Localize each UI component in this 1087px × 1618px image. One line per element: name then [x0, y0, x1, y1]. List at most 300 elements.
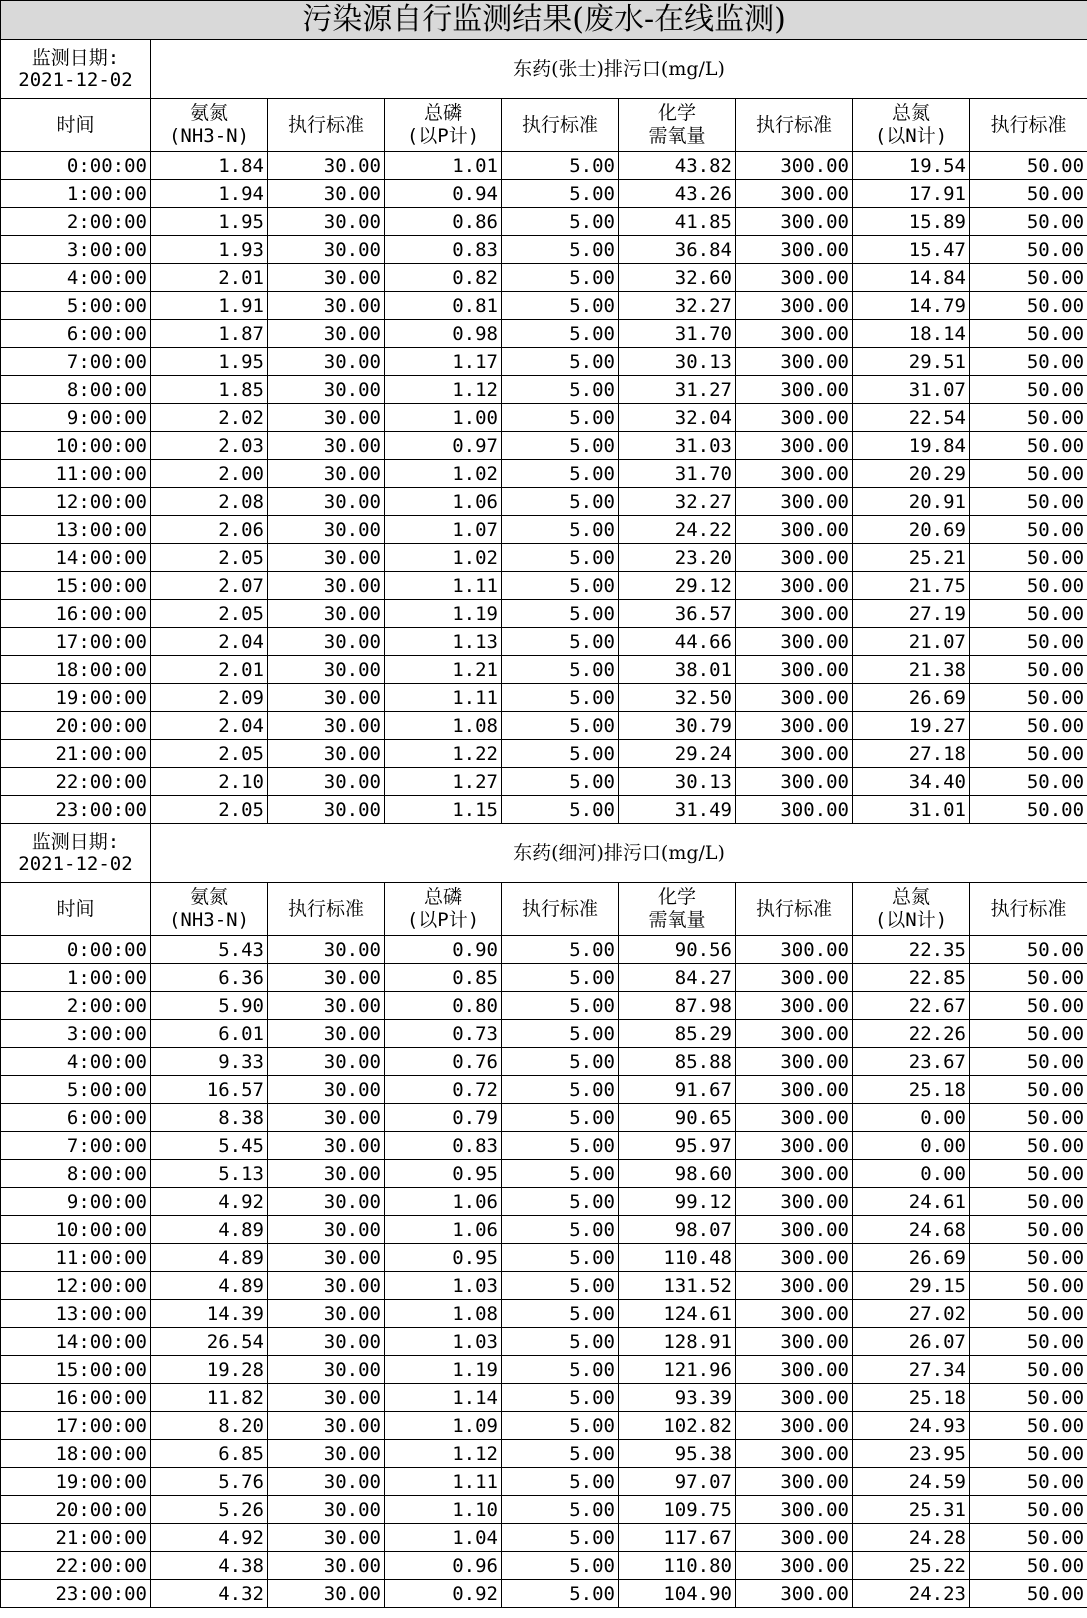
cell-tn-std: 50.00 — [970, 1076, 1087, 1104]
table-row — [1, 1468, 1087, 1496]
cell-time: 10:00:00 — [1, 1216, 151, 1244]
cell-tn-std: 50.00 — [970, 1216, 1087, 1244]
cell-nh3: 9.33 — [151, 1048, 268, 1076]
cell-tp: 0.85 — [385, 964, 502, 992]
cell-tp: 1.11 — [385, 684, 502, 712]
cell-nh3-std: 30.00 — [268, 964, 385, 992]
cell-tp: 1.01 — [385, 152, 502, 180]
cell-time: 12:00:00 — [1, 488, 151, 516]
cell-cod: 91.67 — [619, 1076, 736, 1104]
cell-nh3: 5.90 — [151, 992, 268, 1020]
cell-tp: 1.00 — [385, 404, 502, 432]
cell-cod-std: 300.00 — [736, 348, 853, 376]
cell-cod: 128.91 — [619, 1328, 736, 1356]
cell-tp-std: 5.00 — [502, 348, 619, 376]
cell-tn: 25.22 — [853, 1552, 970, 1580]
header-tp-line1: 总磷 — [423, 102, 462, 124]
table-row — [1, 488, 1087, 516]
cell-tn-std: 50.00 — [970, 376, 1087, 404]
cell-nh3-std: 30.00 — [268, 348, 385, 376]
cell-tp: 1.07 — [385, 516, 502, 544]
cell-tp-std: 5.00 — [502, 740, 619, 768]
cell-tp-std: 5.00 — [502, 796, 619, 824]
table-row — [1, 376, 1087, 404]
cell-tn-std: 50.00 — [970, 572, 1087, 600]
cell-nh3: 5.13 — [151, 1160, 268, 1188]
cell-nh3: 2.10 — [151, 768, 268, 796]
cell-nh3-std: 30.00 — [268, 404, 385, 432]
cell-tn: 22.35 — [853, 936, 970, 964]
cell-tp: 1.10 — [385, 1496, 502, 1524]
cell-cod-std: 300.00 — [736, 264, 853, 292]
table-row — [1, 740, 1087, 768]
table-body — [1, 1, 1087, 1608]
cell-tn: 22.26 — [853, 1020, 970, 1048]
header-tp — [385, 99, 502, 152]
header-tn-standard: 执行标准 — [970, 883, 1087, 936]
table-row — [1, 1300, 1087, 1328]
cell-tn-std: 50.00 — [970, 1524, 1087, 1552]
cell-cod: 36.57 — [619, 600, 736, 628]
cell-nh3-std: 30.00 — [268, 656, 385, 684]
table-row — [1, 1188, 1087, 1216]
cell-time: 6:00:00 — [1, 1104, 151, 1132]
table-row — [1, 1048, 1087, 1076]
cell-cod-std: 300.00 — [736, 1104, 853, 1132]
table-row — [1, 404, 1087, 432]
cell-tn: 23.95 — [853, 1440, 970, 1468]
header-tp-line2: (以P计) — [406, 909, 480, 931]
cell-nh3: 26.54 — [151, 1328, 268, 1356]
cell-tp: 1.12 — [385, 1440, 502, 1468]
cell-tn-std: 50.00 — [970, 1440, 1087, 1468]
table-row — [1, 1132, 1087, 1160]
cell-cod: 29.24 — [619, 740, 736, 768]
cell-tp-std: 5.00 — [502, 292, 619, 320]
cell-tn-std: 50.00 — [970, 1468, 1087, 1496]
cell-tp-std: 5.00 — [502, 1552, 619, 1580]
cell-tp-std: 5.00 — [502, 320, 619, 348]
cell-cod: 95.97 — [619, 1132, 736, 1160]
cell-tn: 0.00 — [853, 1104, 970, 1132]
cell-nh3: 2.06 — [151, 516, 268, 544]
cell-nh3: 2.04 — [151, 628, 268, 656]
header-tn-standard: 执行标准 — [970, 99, 1087, 152]
table-row — [1, 1496, 1087, 1524]
cell-nh3-std: 30.00 — [268, 740, 385, 768]
cell-nh3-std: 30.00 — [268, 936, 385, 964]
cell-nh3-std: 30.00 — [268, 516, 385, 544]
cell-nh3-std: 30.00 — [268, 1552, 385, 1580]
cell-time: 6:00:00 — [1, 320, 151, 348]
cell-tp-std: 5.00 — [502, 1132, 619, 1160]
cell-tp-std: 5.00 — [502, 936, 619, 964]
cell-cod-std: 300.00 — [736, 1244, 853, 1272]
cell-tp-std: 5.00 — [502, 600, 619, 628]
cell-tn: 22.67 — [853, 992, 970, 1020]
cell-nh3: 1.85 — [151, 376, 268, 404]
cell-cod-std: 300.00 — [736, 1496, 853, 1524]
title-row — [1, 1, 1087, 40]
cell-time: 3:00:00 — [1, 236, 151, 264]
cell-tp: 0.86 — [385, 208, 502, 236]
cell-time: 3:00:00 — [1, 1020, 151, 1048]
cell-cod: 87.98 — [619, 992, 736, 1020]
cell-cod-std: 300.00 — [736, 488, 853, 516]
cell-cod-std: 300.00 — [736, 516, 853, 544]
cell-cod: 44.66 — [619, 628, 736, 656]
cell-tn-std: 50.00 — [970, 488, 1087, 516]
cell-tn-std: 50.00 — [970, 432, 1087, 460]
cell-tp-std: 5.00 — [502, 768, 619, 796]
column-header-row — [1, 883, 1087, 936]
cell-nh3: 6.01 — [151, 1020, 268, 1048]
section-header-row — [1, 824, 1087, 883]
cell-nh3-std: 30.00 — [268, 600, 385, 628]
table-row — [1, 656, 1087, 684]
cell-tp: 0.83 — [385, 1132, 502, 1160]
cell-cod: 109.75 — [619, 1496, 736, 1524]
table-row — [1, 544, 1087, 572]
cell-nh3: 2.07 — [151, 572, 268, 600]
header-tn-line1: 总氮 — [891, 102, 930, 124]
cell-nh3-std: 30.00 — [268, 1160, 385, 1188]
cell-cod-std: 300.00 — [736, 964, 853, 992]
cell-tp: 1.27 — [385, 768, 502, 796]
cell-time: 14:00:00 — [1, 1328, 151, 1356]
cell-nh3: 19.28 — [151, 1356, 268, 1384]
cell-tp: 1.19 — [385, 600, 502, 628]
cell-tp: 0.95 — [385, 1160, 502, 1188]
cell-tp: 1.12 — [385, 376, 502, 404]
cell-tp-std: 5.00 — [502, 516, 619, 544]
cell-time: 14:00:00 — [1, 544, 151, 572]
cell-cod: 30.13 — [619, 768, 736, 796]
cell-tp-std: 5.00 — [502, 432, 619, 460]
cell-nh3-std: 30.00 — [268, 1048, 385, 1076]
cell-cod-std: 300.00 — [736, 208, 853, 236]
cell-cod-std: 300.00 — [736, 404, 853, 432]
cell-cod-std: 300.00 — [736, 1468, 853, 1496]
cell-cod-std: 300.00 — [736, 684, 853, 712]
table-row — [1, 292, 1087, 320]
cell-tp: 1.04 — [385, 1524, 502, 1552]
cell-tn-std: 50.00 — [970, 1048, 1087, 1076]
cell-tn: 15.89 — [853, 208, 970, 236]
cell-cod-std: 300.00 — [736, 1328, 853, 1356]
cell-cod: 90.56 — [619, 936, 736, 964]
cell-tp-std: 5.00 — [502, 1160, 619, 1188]
cell-cod-std: 300.00 — [736, 1524, 853, 1552]
cell-tn-std: 50.00 — [970, 460, 1087, 488]
cell-nh3: 4.32 — [151, 1580, 268, 1608]
cell-nh3: 2.04 — [151, 712, 268, 740]
cell-tp: 1.02 — [385, 544, 502, 572]
cell-cod-std: 300.00 — [736, 740, 853, 768]
cell-cod: 98.07 — [619, 1216, 736, 1244]
header-tn-line1: 总氮 — [891, 886, 930, 908]
cell-nh3-std: 30.00 — [268, 320, 385, 348]
cell-tp-std: 5.00 — [502, 544, 619, 572]
cell-nh3: 5.43 — [151, 936, 268, 964]
cell-cod: 121.96 — [619, 1356, 736, 1384]
cell-cod-std: 300.00 — [736, 180, 853, 208]
cell-nh3: 1.95 — [151, 208, 268, 236]
cell-tp-std: 5.00 — [502, 264, 619, 292]
cell-tn-std: 50.00 — [970, 152, 1087, 180]
cell-cod-std: 300.00 — [736, 712, 853, 740]
cell-tn: 22.85 — [853, 964, 970, 992]
cell-nh3: 2.05 — [151, 740, 268, 768]
cell-time: 7:00:00 — [1, 1132, 151, 1160]
cell-tn: 20.91 — [853, 488, 970, 516]
header-cod-standard: 执行标准 — [736, 883, 853, 936]
cell-tp-std: 5.00 — [502, 964, 619, 992]
cell-tp-std: 5.00 — [502, 1384, 619, 1412]
cell-tn-std: 50.00 — [970, 1188, 1087, 1216]
cell-time: 23:00:00 — [1, 1580, 151, 1608]
cell-cod: 104.90 — [619, 1580, 736, 1608]
header-cod — [619, 883, 736, 936]
cell-tp: 0.82 — [385, 264, 502, 292]
cell-nh3-std: 30.00 — [268, 1244, 385, 1272]
cell-tn-std: 50.00 — [970, 712, 1087, 740]
cell-cod: 32.50 — [619, 684, 736, 712]
cell-nh3: 2.01 — [151, 264, 268, 292]
cell-tp-std: 5.00 — [502, 1524, 619, 1552]
header-tp-standard: 执行标准 — [502, 99, 619, 152]
cell-tp: 1.17 — [385, 348, 502, 376]
cell-cod-std: 300.00 — [736, 152, 853, 180]
cell-cod-std: 300.00 — [736, 628, 853, 656]
date-label: 监测日期: — [31, 831, 120, 853]
cell-nh3: 2.09 — [151, 684, 268, 712]
cell-cod-std: 300.00 — [736, 992, 853, 1020]
header-tn — [853, 883, 970, 936]
section-header-row — [1, 40, 1087, 99]
cell-tn: 22.54 — [853, 404, 970, 432]
cell-tp: 1.06 — [385, 488, 502, 516]
cell-tn: 15.47 — [853, 236, 970, 264]
cell-nh3-std: 30.00 — [268, 1580, 385, 1608]
cell-nh3: 4.92 — [151, 1524, 268, 1552]
cell-tn: 27.19 — [853, 600, 970, 628]
cell-tp: 1.08 — [385, 1300, 502, 1328]
cell-nh3: 6.36 — [151, 964, 268, 992]
cell-tn-std: 50.00 — [970, 1580, 1087, 1608]
cell-time: 13:00:00 — [1, 516, 151, 544]
cell-tn: 19.27 — [853, 712, 970, 740]
cell-tp: 1.15 — [385, 796, 502, 824]
cell-cod-std: 300.00 — [736, 936, 853, 964]
header-nh3-line2: (NH3-N) — [168, 125, 250, 147]
cell-nh3: 4.89 — [151, 1216, 268, 1244]
cell-tn: 14.79 — [853, 292, 970, 320]
cell-cod: 36.84 — [619, 236, 736, 264]
cell-cod-std: 300.00 — [736, 320, 853, 348]
table-row — [1, 1524, 1087, 1552]
cell-cod-std: 300.00 — [736, 1216, 853, 1244]
cell-nh3-std: 30.00 — [268, 1132, 385, 1160]
table-row — [1, 152, 1087, 180]
cell-nh3: 8.38 — [151, 1104, 268, 1132]
cell-cod-std: 300.00 — [736, 768, 853, 796]
cell-tp-std: 5.00 — [502, 1188, 619, 1216]
cell-cod: 32.27 — [619, 488, 736, 516]
cell-cod: 23.20 — [619, 544, 736, 572]
cell-tn: 20.69 — [853, 516, 970, 544]
cell-nh3: 4.92 — [151, 1188, 268, 1216]
cell-tn-std: 50.00 — [970, 740, 1087, 768]
cell-cod-std: 300.00 — [736, 544, 853, 572]
cell-nh3-std: 30.00 — [268, 1300, 385, 1328]
table-row — [1, 1104, 1087, 1132]
cell-cod: 85.29 — [619, 1020, 736, 1048]
table-row — [1, 1580, 1087, 1608]
cell-nh3: 8.20 — [151, 1412, 268, 1440]
cell-tn-std: 50.00 — [970, 320, 1087, 348]
table-row — [1, 180, 1087, 208]
cell-cod-std: 300.00 — [736, 1048, 853, 1076]
cell-tp-std: 5.00 — [502, 572, 619, 600]
cell-time: 16:00:00 — [1, 600, 151, 628]
cell-time: 0:00:00 — [1, 152, 151, 180]
header-nh3-line2: (NH3-N) — [168, 909, 250, 931]
cell-nh3: 5.45 — [151, 1132, 268, 1160]
cell-time: 20:00:00 — [1, 712, 151, 740]
header-nh3-standard: 执行标准 — [268, 99, 385, 152]
cell-tn-std: 50.00 — [970, 796, 1087, 824]
cell-cod: 24.22 — [619, 516, 736, 544]
cell-nh3-std: 30.00 — [268, 768, 385, 796]
cell-nh3-std: 30.00 — [268, 1468, 385, 1496]
table-row — [1, 796, 1087, 824]
cell-tp: 0.81 — [385, 292, 502, 320]
cell-tn-std: 50.00 — [970, 992, 1087, 1020]
cell-tp-std: 5.00 — [502, 404, 619, 432]
cell-tn: 34.40 — [853, 768, 970, 796]
cell-cod: 93.39 — [619, 1384, 736, 1412]
cell-cod-std: 300.00 — [736, 600, 853, 628]
cell-nh3: 5.26 — [151, 1496, 268, 1524]
cell-nh3-std: 30.00 — [268, 1104, 385, 1132]
cell-time: 15:00:00 — [1, 1356, 151, 1384]
cell-nh3: 6.85 — [151, 1440, 268, 1468]
cell-time: 0:00:00 — [1, 936, 151, 964]
cell-tn: 26.69 — [853, 684, 970, 712]
cell-cod: 98.60 — [619, 1160, 736, 1188]
table-row — [1, 320, 1087, 348]
cell-tn: 25.18 — [853, 1076, 970, 1104]
cell-tp: 0.97 — [385, 432, 502, 460]
cell-time: 22:00:00 — [1, 768, 151, 796]
cell-cod-std: 300.00 — [736, 1300, 853, 1328]
cell-tn: 0.00 — [853, 1132, 970, 1160]
cell-tn-std: 50.00 — [970, 1412, 1087, 1440]
cell-nh3-std: 30.00 — [268, 796, 385, 824]
cell-tp: 0.80 — [385, 992, 502, 1020]
cell-tp: 1.09 — [385, 1412, 502, 1440]
cell-time: 11:00:00 — [1, 1244, 151, 1272]
cell-nh3: 4.38 — [151, 1552, 268, 1580]
cell-cod-std: 300.00 — [736, 656, 853, 684]
cell-tp-std: 5.00 — [502, 1328, 619, 1356]
cell-tn: 24.59 — [853, 1468, 970, 1496]
cell-tn-std: 50.00 — [970, 1552, 1087, 1580]
cell-tn: 24.28 — [853, 1524, 970, 1552]
cell-tp-std: 5.00 — [502, 208, 619, 236]
table-row — [1, 768, 1087, 796]
cell-tp: 0.96 — [385, 1552, 502, 1580]
cell-tn-std: 50.00 — [970, 292, 1087, 320]
cell-tn: 24.93 — [853, 1412, 970, 1440]
cell-tp: 0.95 — [385, 1244, 502, 1272]
cell-tn: 27.18 — [853, 740, 970, 768]
cell-tp: 1.11 — [385, 1468, 502, 1496]
cell-nh3-std: 30.00 — [268, 1412, 385, 1440]
cell-cod-std: 300.00 — [736, 572, 853, 600]
cell-nh3: 5.76 — [151, 1468, 268, 1496]
cell-time: 17:00:00 — [1, 628, 151, 656]
table-row — [1, 1076, 1087, 1104]
cell-nh3: 4.89 — [151, 1272, 268, 1300]
cell-tn: 0.00 — [853, 1160, 970, 1188]
column-header-row — [1, 99, 1087, 152]
cell-cod-std: 300.00 — [736, 1188, 853, 1216]
table-row — [1, 1412, 1087, 1440]
outlet-name: 东药(张士)排污口(mg/L) — [151, 40, 1087, 99]
cell-tp-std: 5.00 — [502, 152, 619, 180]
header-nh3 — [151, 883, 268, 936]
cell-tn-std: 50.00 — [970, 516, 1087, 544]
table-row — [1, 600, 1087, 628]
cell-tp: 1.14 — [385, 1384, 502, 1412]
cell-time: 19:00:00 — [1, 684, 151, 712]
table-row — [1, 628, 1087, 656]
table-row — [1, 348, 1087, 376]
cell-tp-std: 5.00 — [502, 1048, 619, 1076]
cell-cod: 97.07 — [619, 1468, 736, 1496]
cell-cod: 131.52 — [619, 1272, 736, 1300]
cell-nh3-std: 30.00 — [268, 572, 385, 600]
date-value: 2021-12-02 — [18, 69, 133, 91]
cell-tn: 29.15 — [853, 1272, 970, 1300]
cell-tn-std: 50.00 — [970, 1244, 1087, 1272]
table-row — [1, 236, 1087, 264]
cell-tn: 29.51 — [853, 348, 970, 376]
cell-tn-std: 50.00 — [970, 264, 1087, 292]
cell-tn: 24.61 — [853, 1188, 970, 1216]
cell-tn-std: 50.00 — [970, 656, 1087, 684]
cell-time: 4:00:00 — [1, 1048, 151, 1076]
cell-cod: 90.65 — [619, 1104, 736, 1132]
cell-tn: 25.31 — [853, 1496, 970, 1524]
cell-tn: 25.21 — [853, 544, 970, 572]
cell-tn: 27.34 — [853, 1356, 970, 1384]
cell-tp: 1.22 — [385, 740, 502, 768]
cell-tp: 1.21 — [385, 656, 502, 684]
cell-tp-std: 5.00 — [502, 684, 619, 712]
cell-cod-std: 300.00 — [736, 1020, 853, 1048]
cell-cod: 43.82 — [619, 152, 736, 180]
cell-nh3-std: 30.00 — [268, 1440, 385, 1468]
header-tn-line2: (以N计) — [874, 125, 948, 147]
header-nh3-standard: 执行标准 — [268, 883, 385, 936]
header-cod-line2: 需氧量 — [648, 125, 706, 147]
cell-nh3: 16.57 — [151, 1076, 268, 1104]
cell-tp-std: 5.00 — [502, 236, 619, 264]
cell-time: 13:00:00 — [1, 1300, 151, 1328]
